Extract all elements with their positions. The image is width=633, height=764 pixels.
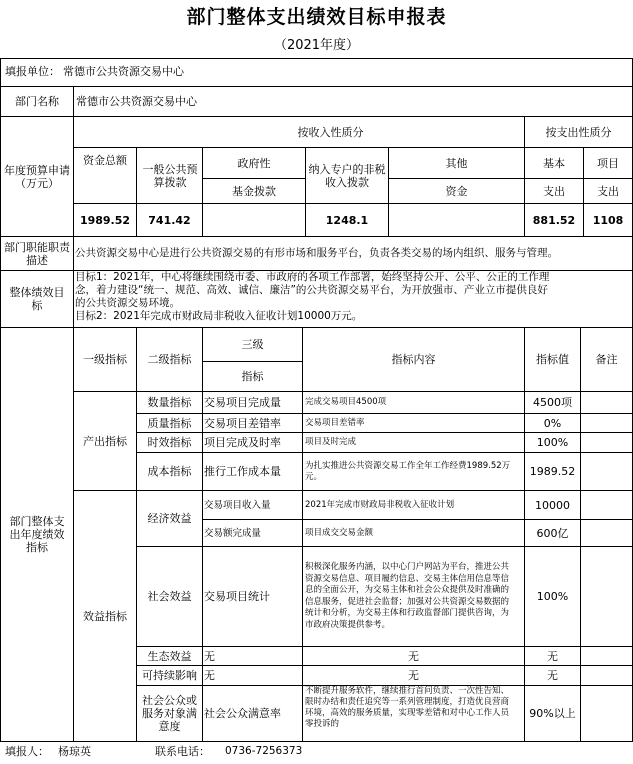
nontax-value: 1248.1 (325, 213, 369, 227)
l3-cell: 交易项目差错率 (204, 416, 281, 430)
dept-name-label: 部门名称 (15, 95, 59, 108)
level2-header: 二级指标 (147, 353, 192, 366)
unit-label: 填报单位： (5, 65, 60, 78)
value-cell: 无 (547, 649, 558, 663)
l2-ecological: 生态效益 (147, 649, 192, 663)
level3-header-1: 三级 (241, 338, 264, 351)
project-value: 1108 (592, 213, 624, 227)
phone-value: 0736-7256373 (225, 745, 303, 757)
l2-cost: 成本指标 (147, 465, 192, 478)
level3-header-2: 指标 (241, 370, 264, 383)
goal-line: 的公共资源交易环境。 (75, 297, 180, 309)
content-cell: 不断提升服务软件，继续推行首问负责、一次性告知、限时办结和责任追究等一系列管理制度，打造优良营商环境，高效的服务质量，实现零差错和对中心工作人员零投诉的 (305, 686, 510, 729)
basic-header-1: 基本 (543, 156, 565, 170)
nontax-header: 纳入专户的非税收入拨款 (308, 162, 386, 189)
value-cell: 90%以上 (529, 707, 576, 720)
dept-name-value: 常德市公共资源交易中心 (76, 95, 197, 108)
overall-goal-label: 整体绩效目标 (9, 286, 65, 312)
l3-cell: 无 (204, 669, 215, 682)
l2-quantity: 数量指标 (147, 396, 192, 409)
l2-social: 社会效益 (147, 590, 192, 603)
by-income-header: 按收入性质分 (297, 125, 364, 139)
overall-goal-text (75, 271, 632, 327)
value-header: 指标值 (536, 353, 569, 366)
value-cell: 100% (536, 590, 569, 603)
other-header-2: 资金 (445, 184, 468, 198)
value-cell: 10000 (535, 498, 570, 512)
value-cell: 100% (536, 436, 569, 449)
budget-label: 年度预算申请（万元） (4, 163, 70, 190)
l2-economic: 经济效益 (147, 512, 192, 525)
gov-fund-header-2: 基金拨款 (232, 184, 276, 198)
note-header: 备注 (595, 353, 618, 366)
value-cell: 无 (547, 669, 558, 682)
content-cell: 项目及时完成 (305, 437, 357, 447)
content-cell: 无 (408, 669, 419, 682)
l3-cell: 交易项目统计 (204, 590, 270, 603)
l3-cell: 无 (204, 649, 215, 663)
l3-cell: 交易项目完成量 (204, 396, 281, 409)
l3-cell: 交易项目收入量 (204, 499, 271, 511)
l3-cell: 社会公众满意率 (204, 707, 281, 720)
general-budget-header: 一般公共预算拨款 (142, 162, 198, 189)
total-funds-value: 1989.52 (79, 213, 131, 227)
other-header-1: 其他 (445, 156, 468, 170)
output-indicator-label: 产出指标 (83, 434, 127, 448)
l2-timeliness: 时效指标 (147, 436, 192, 449)
by-expense-header: 按支出性质分 (545, 125, 612, 139)
year-subtitle: （2021年度） (273, 38, 360, 53)
l3-cell: 推行工作成本量 (204, 465, 281, 478)
project-header-1: 项目 (597, 156, 619, 170)
general-budget-value: 741.42 (148, 213, 191, 227)
perf-indicator-label: 部门整体支出年度绩效指标 (9, 515, 65, 554)
l3-cell: 项目完成及时率 (204, 436, 281, 449)
duty-text: 公共资源交易中心是进行公共资源交易的有形市场和服务平台，负责各类交易的场内组织、服务与管理。 (75, 247, 558, 259)
basic-value: 881.52 (532, 213, 576, 227)
value-cell: 600亿 (536, 526, 569, 540)
page-title: 部门整体支出绩效目标申报表 (186, 6, 447, 28)
content-cell: 完成交易项目4500项 (305, 397, 387, 407)
value-cell: 0% (543, 416, 562, 430)
total-funds-header: 资金总额 (83, 153, 127, 167)
level1-header: 一级指标 (83, 353, 127, 366)
project-header-2: 支出 (597, 184, 619, 198)
filler-name: 杨琼英 (58, 745, 91, 758)
benefit-indicator-label: 效益指标 (83, 609, 127, 623)
l2-satisfaction: 社会公众或服务对象满意度 (142, 694, 197, 733)
content-cell: 积极深化服务内涵，以中心门户网站为平台，推进公共资源交易信息、项目履约信息、交易主体信用信息等信息的全面公开，为交易主体和社会公众提供及时准确的信息服务，促进社会监督；加强对公共资源交易数据的统计和分析，为交易主体和行政监督部门提供咨询，为市政府决策提供参考。 (305, 562, 510, 630)
phone-label: 联系电话： (155, 745, 210, 758)
l2-quality: 质量指标 (147, 416, 192, 430)
unit-value: 常德市公共资源交易中心 (63, 65, 184, 78)
content-cell: 2021年完成市财政局非税收入征收计划 (305, 499, 455, 510)
content-cell: 项目成交交易金额 (305, 527, 374, 538)
filler-label: 填报人： (5, 745, 49, 758)
content-cell: 交易项目差错率 (305, 417, 365, 428)
l2-sustainability: 可持续影响 (142, 669, 197, 682)
goal-line: 念，着力建设“统一、规范、高效、诚信、廉洁”的公共资源交易平台，为开放强市、产业立市提供良好 (75, 284, 548, 296)
l3-cell: 交易额完成量 (204, 527, 262, 539)
content-cell: 为扎实推进公共资源交易工作全年工作经费1989.52万元。 (305, 460, 511, 482)
gov-fund-header-1: 政府性 (237, 156, 271, 170)
duty-label: 部门职能职责描述 (4, 240, 70, 267)
value-cell: 1989.52 (529, 465, 576, 478)
value-cell: 4500项 (533, 396, 572, 409)
goal-line: 目标1：2021年，中心将继续围绕市委、市政府的各项工作部署，始终坚持公开、公平、公正的工作理 (75, 271, 550, 283)
content-header: 指标内容 (391, 353, 436, 366)
basic-header-2: 支出 (543, 184, 565, 198)
goal-line: 目标2：2021年完成市财政局非税收入征收计划10000万元。 (75, 310, 363, 322)
content-cell: 无 (408, 649, 419, 663)
